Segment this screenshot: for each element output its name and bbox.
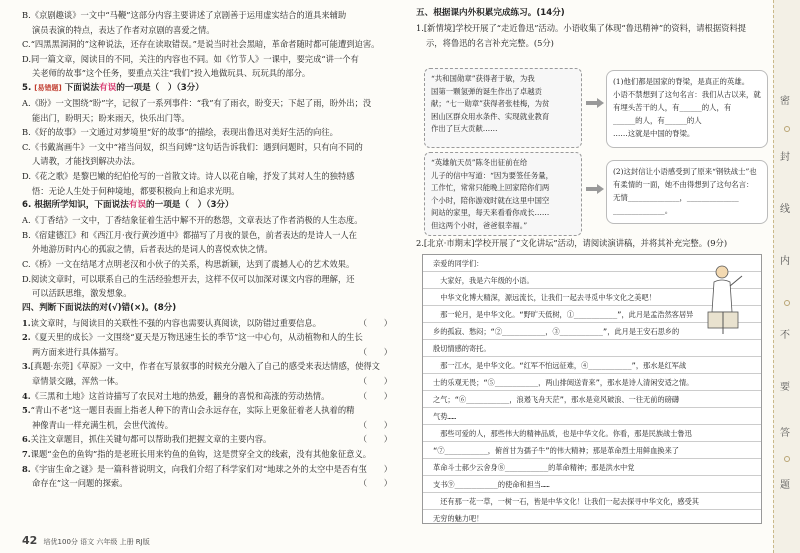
- material-line: 但这两个小时，爸爸很幸福。”: [431, 220, 528, 230]
- material-box-1: [424, 68, 582, 148]
- speech-line: 殷切情感的寄托。: [433, 344, 491, 353]
- gutter-char: 题: [780, 480, 790, 491]
- q4-option-continued: [22, 8, 392, 81]
- option-line: A.《丁香结》一文中，丁香结象征着生活中解不开的愁怨，文章表达了作者消极的人生态度。: [22, 215, 363, 226]
- answer-parens[interactable]: （ ）: [358, 317, 392, 328]
- option-line: 能出门，盼明天；盼来雨天，快乐出门等。: [32, 112, 190, 123]
- answer-parens[interactable]: （ ）: [358, 434, 392, 445]
- question-6: [22, 198, 392, 301]
- option-line: 悟：无论人生处于何种境地，都要积极向上和追求光明。: [32, 185, 240, 196]
- material-line: 儿子的信中写道：“因为要签任务量，: [431, 170, 554, 180]
- question-text: 下面说法: [64, 82, 100, 93]
- question-2-text: 2.[北京·市期末]学校开展了“文化讲坛”活动，请阅读演讲稿，并将其补充完整。(9分): [416, 238, 728, 248]
- speech-line: 之气；“⑥__________，浪遏飞舟天茫”，那水是竞风破浪、一往无前的磅礴: [433, 395, 679, 404]
- gutter-char: 不: [780, 330, 790, 341]
- answer-line: 无情______________，______________: [613, 193, 739, 202]
- judgment-item: 4.《三黑和土地》这首诗描写了农民对土地的热爱，翻身的喜悦和高涨的劳动热情。 （ ）: [22, 389, 392, 404]
- judgment-item: 7.课题“金色的鱼钩”指的是老班长用来钓鱼的鱼钩，这是贯穿全文的线索，没有其他象征意义。: [22, 449, 372, 460]
- answer-line: 有柔情的一面，她不由得想到了这句名言：: [613, 180, 754, 189]
- page-number: 42: [22, 534, 38, 547]
- text-line: 关老师的故事”这个任务，要重点关注“我们”投入地做玩具、玩玩具的部分。: [32, 68, 311, 79]
- answer-parens[interactable]: （ ）: [358, 478, 392, 489]
- footer-book-info: 培优100分 语文 六年级 上册 RJ版: [43, 538, 150, 546]
- emphasis-text: 有误: [99, 82, 117, 93]
- option-line: 可以活跃思维，激发想象。: [32, 288, 132, 299]
- text-line: 演员表演的特点，表达了作者对京剧的喜爱之情。: [32, 24, 215, 35]
- material-line: 困山区群众用水条件、实现就业教育: [431, 111, 550, 121]
- question-text: 根据所学知识，下面说法: [34, 200, 129, 211]
- hole-icon: [784, 126, 790, 132]
- material-line: 作出了巨大贡献……: [431, 124, 498, 134]
- speech-line: 无穷的魅力吧！: [433, 514, 484, 523]
- option-line: C.《桥》一文在结尾才点明老汉和小伙子的关系，构思新颖，达到了震撼人心的艺术效果。: [22, 258, 355, 269]
- speech-line: 革命斗士郝少云舍身⑧__________的革命精神；那是洪水中党: [433, 463, 635, 472]
- answer-line: ______的人，有______的人: [613, 116, 702, 125]
- answer-box-1[interactable]: [606, 70, 768, 148]
- speech-line: 气势……: [433, 412, 457, 421]
- arrow-right-icon: [586, 184, 604, 194]
- page-footer: [22, 534, 150, 547]
- text-line: B.《京剧趣谈》一文中“马鞭”这部分内容主要讲述了京剧善于运用虚实结合的道具来辅助: [22, 10, 347, 20]
- emphasis-text: 有误: [128, 200, 146, 211]
- option-line: B.《宿建德江》和《西江月·夜行黄沙道中》都描写了月夜的景色，前者表达的是诗人一人在: [22, 229, 357, 240]
- question-1-text: 1.[新情境]学校开展了“走近鲁迅”活动。小语收集了体现“鲁迅精神”的资料，请根据资料提: [416, 23, 747, 33]
- judgment-list: [22, 316, 392, 491]
- question-1-text: 示，将鲁迅的名言补充完整。(5分): [426, 37, 554, 48]
- material-line: 工作忙，常常只能晚上回家陪你们两: [431, 183, 550, 193]
- answer-parens[interactable]: （ ）: [358, 376, 392, 387]
- gutter-char: 要: [780, 382, 790, 393]
- material-line: “英雄航天员”陈冬出征前在给: [431, 158, 528, 167]
- hole-icon: [784, 300, 790, 306]
- material-line: 国第一颗氢弹的诞生作出了卓越贡: [431, 86, 542, 96]
- hole-icon: [784, 456, 790, 462]
- answer-parens[interactable]: （ ）: [358, 390, 392, 401]
- judgment-item: 两方面来进行具体描写。 （ ）: [22, 345, 392, 360]
- judgment-item: 神像青山一样充满生机，会世代流传。 （ ）: [22, 418, 392, 433]
- section-5-heading: 五、根据课内外积累完成练习。(14分): [416, 8, 565, 18]
- judgment-item: 章情景交融，浑然一体。 （ ）: [22, 374, 392, 389]
- option-line: 人请教，才能找到解决办法。: [32, 156, 140, 167]
- option-line: C.《书戴嵩画牛》一文中“褚当问奴，织当问婢”这句话告诉我们：遇到问题时，只有向不同的: [22, 141, 363, 152]
- speaker-illustration-icon: [700, 262, 750, 336]
- judgment-item: 6.关注文章题目，抓住关键句都可以帮助我们把握文章的主要内容。 （ ）: [22, 432, 392, 447]
- question-tag: [易错题]: [34, 83, 62, 92]
- speech-line: 还有那一花一草，一树一石，皆是中华文化！让我们一起去探寻中华文化，感受其: [433, 497, 699, 506]
- answer-line: 小语不禁想到了这句名言：我们从古以来，就: [613, 90, 761, 99]
- speech-line: 乡的孤寂、愁闷；“②__________，③__________”，此月是王安石思乡的: [433, 327, 680, 336]
- question-number: 5.: [22, 82, 32, 93]
- answer-line: ……这就是中国的脊梁。: [613, 129, 695, 138]
- answer-line: (2)这封信让小语感受到了原来“钢铁战士”也: [613, 167, 757, 176]
- judgment-item: 2.《夏天里的成长》一文围绕“夏天是万物迅速生长的季节”这一中心句，从动植物和人的生长: [22, 332, 363, 343]
- speech-line: 那些可爱的人，那些伟大的精神品质，也是中华文化。你看，那是民族战士鲁迅: [433, 429, 692, 438]
- question-number: 6.: [22, 200, 32, 211]
- answer-line: 有埋头苦干的人，有______的人，有: [613, 103, 732, 112]
- answer-line: ______________。: [613, 206, 673, 215]
- speech-line: 支书⑨__________的使命和担当……: [433, 480, 550, 489]
- option-line: D.《花之歌》是黎巴嫩的纪伯伦写的一首散文诗。诗人以花自喻，抒发了其对人生的独特感: [22, 170, 355, 181]
- answer-line: (1)他们都是国家的脊梁，是真正的英雄。: [613, 77, 750, 86]
- speech-line: “⑦__________，俯首甘为孺子牛”的伟大精神；那是革命烈士用鲜血换来了: [433, 446, 679, 455]
- judgment-item: 3.[真题·东莞]《草原》一文中，作者在写景叙事的时候充分融入了自己的感受来表达情感，使得文: [22, 361, 380, 372]
- material-line: 间站的家里，每天来看看你成长……: [431, 208, 550, 218]
- arrow-right-icon: [586, 98, 604, 108]
- option-line: 外地游历时内心的孤寂之情，后者表达的是词人的喜悦欢快之情。: [32, 244, 273, 255]
- option-line: D.阅读文章时，可以联系自己的生活经验想开去，这样不仅可以加深对课文内容的理解，还: [22, 273, 355, 284]
- question-text-rest: 的一项是（ ）（3分）: [116, 82, 204, 93]
- speech-line: 那一江水，是中华文化。“红军不怕远征难，④__________”，那水是红军战: [433, 361, 687, 370]
- judgment-item: 8.《宇宙生命之谜》是一篇科普说明文，向我们介绍了科学家们对“地球之外的太空中是否有生: [22, 463, 367, 474]
- answer-box-2[interactable]: [606, 160, 768, 224]
- text-line: D.同一篇文章，阅读目的不同，关注的内容也不同。如《竹节人》一课中，要完成“讲一个有: [22, 53, 359, 64]
- gutter-char: 密: [780, 96, 790, 107]
- speech-line: 那一轮月，是中华文化。“野旷天低树，①__________”，此月是孟浩然客居异: [433, 310, 694, 319]
- answer-parens[interactable]: （ ）: [358, 463, 392, 474]
- gutter-char: 答: [780, 428, 790, 439]
- speech-line: 士的乐观无畏；“⑤__________，两山排闼送青来”，那水是诗人清闲安适之情。: [433, 378, 694, 387]
- speech-line: 大家好，我是六年级的小语。: [433, 276, 534, 285]
- judgment-item: 5.“青山不老”这一题目表面上指老人种下的青山会永远存在，实际上更象征着老人执着的精: [22, 405, 355, 416]
- material-line: 献；“七一勋章”获得者张桂梅，为贫: [431, 99, 550, 109]
- question-text-rest: 的一项是（ ）（3分）: [146, 200, 234, 211]
- speech-line: 亲爱的同学们：: [433, 259, 484, 268]
- speech-line: 中华文化博大精深，源远流长，让我们一起去寻觅中华文化之美吧！: [433, 293, 656, 302]
- judgment-item: 1.读文章时，与阅读目的关联性不强的内容也需要认真阅读，以防错过重要信息。 （ ）: [22, 316, 392, 331]
- answer-parens[interactable]: （ ）: [358, 419, 392, 430]
- answer-parens[interactable]: （ ）: [358, 346, 392, 357]
- binding-gutter: [773, 0, 800, 553]
- section-4-heading: 四、判断下面说法的对(√)错(×)。(8分): [22, 302, 177, 313]
- material-line: 个小时，陪你游戏时就在这里中国空: [431, 195, 550, 205]
- gutter-char: 封: [780, 152, 790, 163]
- gutter-char: 线: [780, 204, 790, 215]
- judgment-item: 命存在”这一问题的探索。 （ ）: [22, 476, 392, 491]
- option-line: B.《好的故事》一文通过对梦境里“好的故事”的描绘，表现出鲁迅对美好生活的向往。: [22, 127, 338, 138]
- question-5: [22, 81, 392, 198]
- material-box-2: [424, 152, 582, 236]
- gutter-char: 内: [780, 256, 790, 267]
- text-line: C.“四黑黑洞洞的”这种说法，还存在读取错误。”是说当时社会黑暗，革命者随时都可能遭到迫害。: [22, 39, 380, 50]
- material-line: “共和国勋章”获得者于敏，为我: [431, 74, 535, 83]
- option-line: A.《盼》一文围绕“盼”字，记叙了一系列事件：“我”有了雨衣，盼变天；下起了雨，盼外出；没: [22, 97, 372, 108]
